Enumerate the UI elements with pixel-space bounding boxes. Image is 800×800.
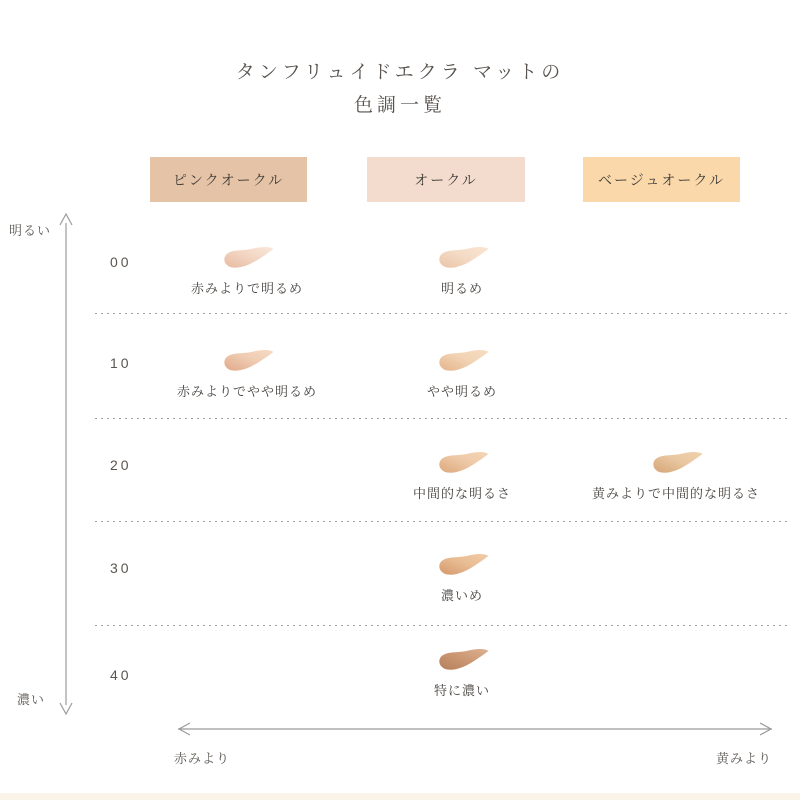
undertone-axis-right-label: 黄みより: [716, 751, 773, 766]
brightness-axis-top-label: 明るい: [9, 223, 52, 238]
shade-caption: 特に濃い: [433, 683, 490, 698]
column-header-label: オークル: [414, 171, 478, 188]
foundation-swatch-icon: [556, 449, 796, 479]
column-header-label: ピンクオークル: [172, 171, 285, 188]
brightness-axis-bottom-label: 濃い: [17, 692, 46, 707]
undertone-axis-arrow-icon: [166, 720, 784, 738]
foundation-swatch-icon: [342, 646, 582, 676]
shade-cell-40-ochre: [342, 646, 582, 699]
row-divider: [95, 521, 790, 522]
foundation-swatch-icon: [342, 244, 582, 274]
row-divider: [95, 418, 790, 419]
shade-caption: 黄みよりで中間的な明るさ: [591, 486, 760, 501]
shade-cell-00-ochre: [342, 244, 582, 297]
brightness-axis-arrow-icon: [56, 211, 76, 717]
foundation-swatch-icon: [127, 347, 367, 377]
foundation-swatch-icon: [127, 244, 367, 274]
row-label-10: 10: [110, 355, 132, 371]
row-divider: [95, 625, 790, 626]
page-title: [0, 56, 800, 122]
shade-cell-10-pink-ochre: [127, 347, 367, 400]
footer-accent-band: [0, 793, 800, 800]
column-header-pink-ochre: [150, 157, 307, 202]
shade-cell-00-pink-ochre: [127, 244, 367, 297]
shade-cell-20-ochre: [342, 449, 582, 502]
column-header-beige-ochre: [583, 157, 740, 202]
column-header-ochre: [367, 157, 525, 202]
column-header-label: ベージュオークル: [597, 171, 726, 188]
shade-caption: 濃いめ: [440, 588, 483, 603]
row-label-30: 30: [110, 560, 132, 576]
row-label-00: 00: [110, 254, 132, 270]
shade-caption: 中間的な明るさ: [412, 486, 511, 501]
page-title-line-1: タンフリュイドエクラ マットの: [235, 62, 565, 83]
page-title-line-2: 色調一覧: [353, 95, 446, 116]
row-divider: [95, 313, 790, 314]
shade-cell-10-ochre: [342, 347, 582, 400]
shade-caption: 明るめ: [440, 281, 483, 296]
foundation-swatch-icon: [342, 551, 582, 581]
row-label-40: 40: [110, 667, 132, 683]
shade-caption: やや明るめ: [426, 384, 497, 399]
shade-cell-20-beige-ochre: [556, 449, 796, 502]
foundation-swatch-icon: [342, 449, 582, 479]
row-label-20: 20: [110, 457, 132, 473]
foundation-swatch-icon: [342, 347, 582, 377]
shade-cell-30-ochre: [342, 551, 582, 604]
shade-caption: 赤みよりで明るめ: [190, 281, 303, 296]
shade-caption: 赤みよりでやや明るめ: [176, 384, 317, 399]
undertone-axis-left-label: 赤みより: [174, 751, 231, 766]
